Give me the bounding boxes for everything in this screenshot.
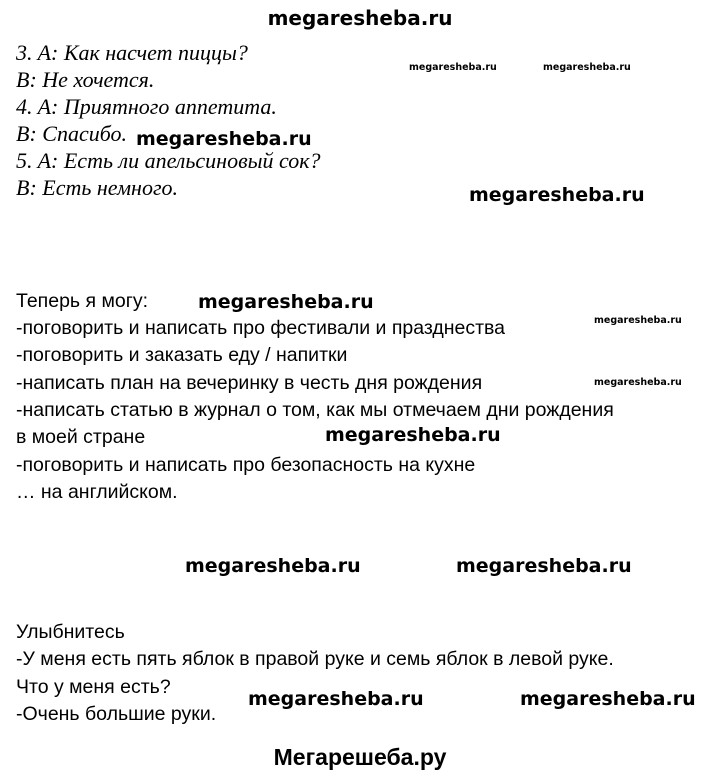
watermark: megaresheba.ru	[456, 555, 632, 577]
can-do-item: -поговорить и написать про безопасность на кухне	[16, 454, 476, 476]
joke-line: Что у меня есть?	[16, 676, 171, 698]
watermark: megaresheba.ru	[469, 184, 645, 206]
can-do-item: -написать статью в журнал о том, как мы отмечаем дни рождения	[16, 399, 614, 421]
can-do-heading: Теперь я могу:	[16, 290, 148, 312]
watermark: megaresheba.ru	[325, 424, 501, 446]
watermark: megaresheba.ru	[136, 128, 312, 150]
watermark: megaresheba.ru	[248, 688, 424, 710]
joke-line: -У меня есть пять яблок в правой руке и семь яблок в левой руке.	[16, 648, 614, 670]
watermark: megaresheba.ru	[594, 315, 682, 326]
can-do-item: -поговорить и написать про фестивали и празднества	[16, 317, 506, 339]
watermark: megaresheba.ru	[520, 688, 696, 710]
dialogue-line: B: Не хочется.	[16, 67, 155, 92]
watermark: megaresheba.ru	[543, 62, 631, 73]
watermark: megaresheba.ru	[198, 291, 374, 313]
dialogue-line: B: Спасибо.	[16, 121, 127, 146]
dialogue-line: 4. A: Приятного аппетита.	[16, 94, 277, 119]
can-do-item: -написать план на вечеринку в честь дня рождения	[16, 372, 483, 394]
joke-line: -Очень большие руки.	[16, 703, 217, 725]
can-do-item: -поговорить и заказать еду / напитки	[16, 344, 348, 366]
header-watermark: megaresheba.ru	[267, 6, 453, 30]
dialogue-line: 5. A: Есть ли апельсиновый сок?	[16, 148, 321, 173]
joke-heading: Улыбнитесь	[16, 621, 125, 643]
can-do-item: в моей стране	[16, 426, 146, 448]
footer-watermark: Мегарешеба.ру	[273, 744, 447, 770]
watermark: megaresheba.ru	[409, 62, 497, 73]
watermark: megaresheba.ru	[185, 555, 361, 577]
dialogue-line: B: Есть немного.	[16, 175, 179, 200]
dialogue-line: 3. A: Как насчет пиццы?	[16, 40, 248, 65]
watermark: megaresheba.ru	[594, 377, 682, 388]
can-do-item: … на английском.	[16, 481, 178, 503]
